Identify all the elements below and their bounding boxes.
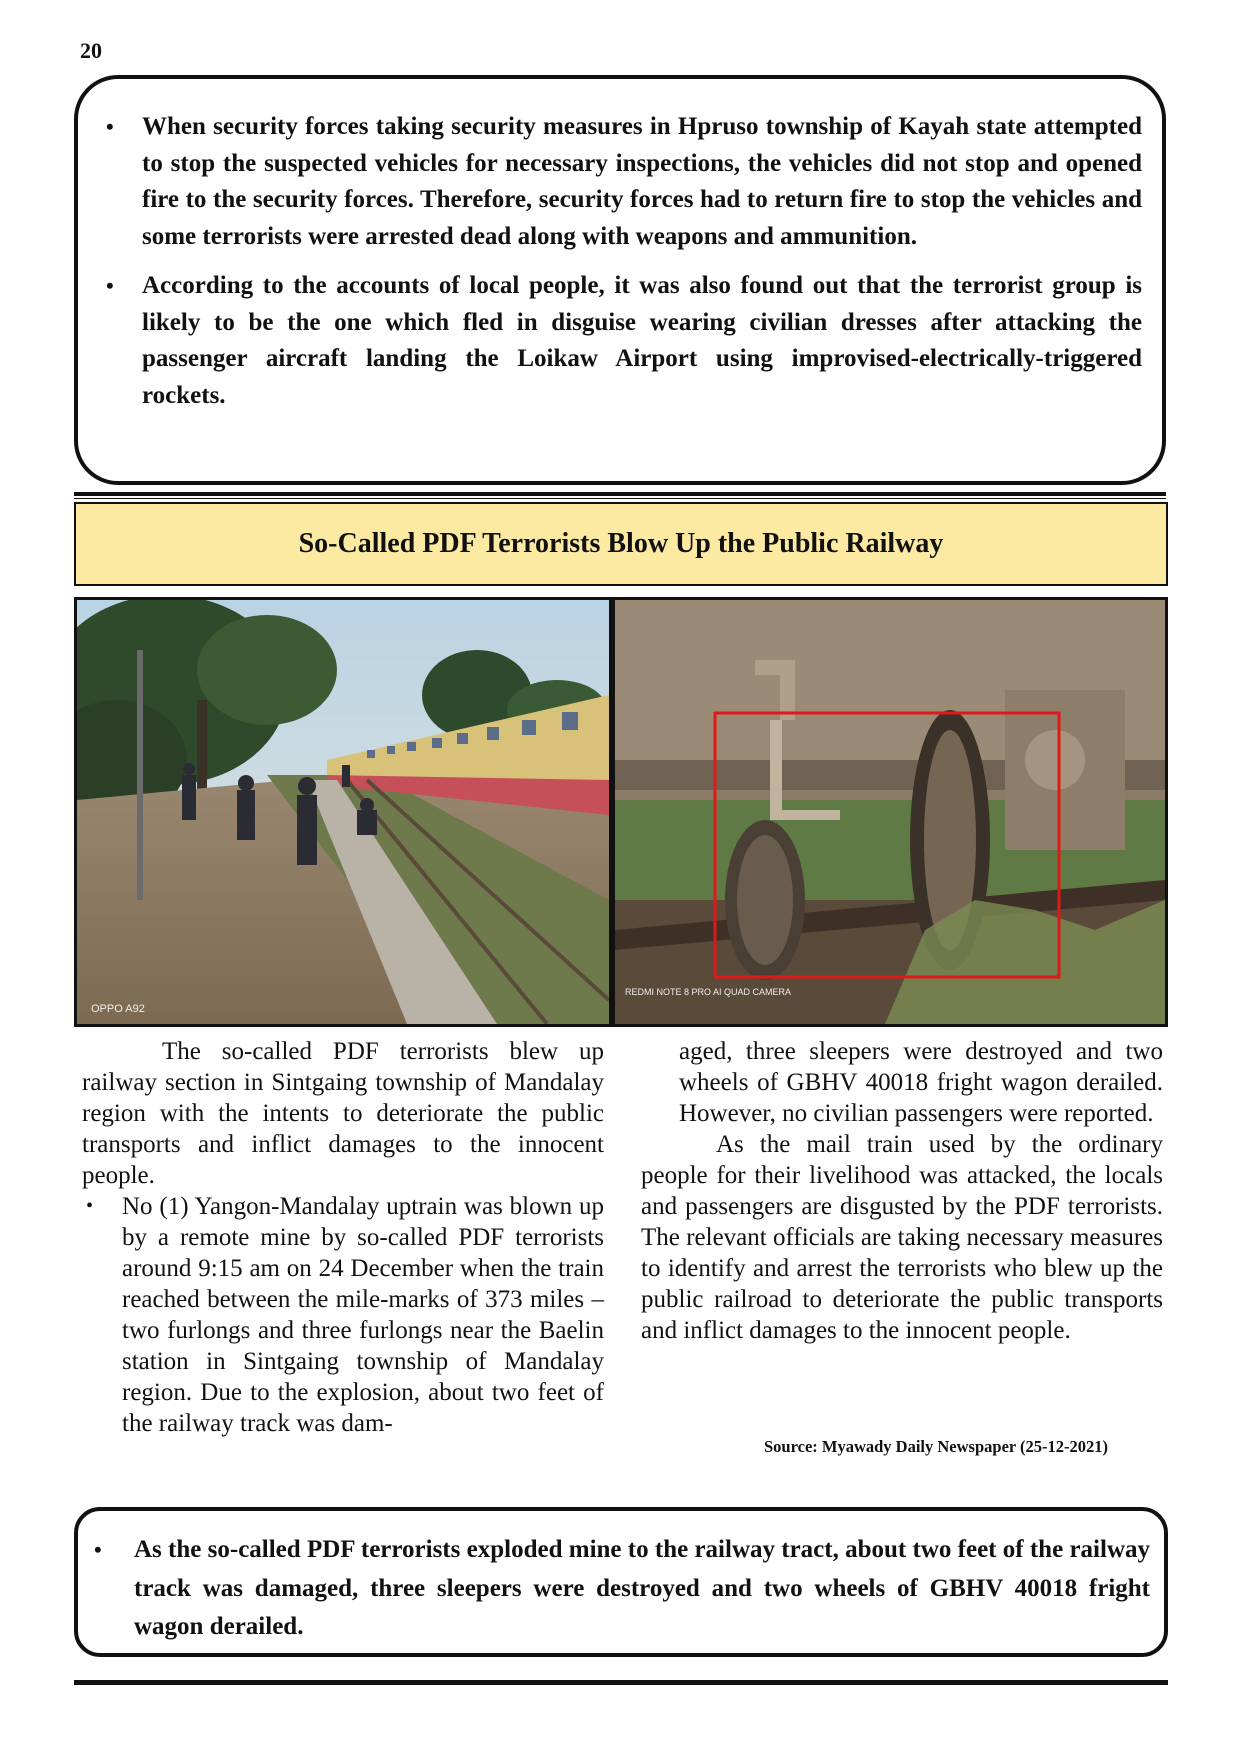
top-bullet-1: • When security forces taking security measures in Hpruso township of Kayah state attempted to stop the suspected vehicles for necessary inspections, the vehicles did not stop and opened fire to the security forces. Therefore, security forces had to return fire to stop the vehicles and some terrorists were arrested dead along with weapons and ammunition. (106, 109, 1142, 255)
photo-derailed-wheels (612, 597, 1168, 1027)
article-bullet-1: • No (1) Yangon-Mandalay uptrain was blown up by a remote mine by so-called PDF terrorists around 9:15 am on 24 December when the train reached between the mile-marks of 373 miles – two furlongs and three furlongs near the Baelin station in Sintgaing township of Mandalay region. Due to the explosion, about two feet of the railway track was dam- (82, 1191, 604, 1439)
bottom-summary-box (74, 1507, 1168, 1657)
bottom-bullet-list (94, 1531, 1150, 1647)
page-bottom-rule (74, 1680, 1168, 1685)
closing-paragraph: As the mail train used by the ordinary people for their livelihood was attacked, the locals and passengers are disgusted by the PDF terrorists. The relevant officials are taking necessary measures to identify and arrest the terrorists who blew up the public railroad to deteriorate the public transports and inflict damages to the innocent people. (641, 1131, 1163, 1344)
article-right-column (641, 1036, 1163, 1346)
derailed-wheels-image (615, 600, 1165, 1024)
source-credit: Source: Myawady Daily Newspaper (25-12-2021) (764, 1437, 1109, 1456)
page-number: 20 (80, 38, 102, 63)
bullet-continuation: aged, three sleepers were destroyed and two wheels of GBHV 40018 fright wagon derailed. However, no civilian passengers were reported. (679, 1038, 1163, 1127)
article-title: So-Called PDF Terrorists Blow Up the Public Railway (298, 528, 944, 559)
article-bullet-list (82, 1191, 604, 1439)
intro-paragraph: The so-called PDF terrorists blew up railway section in Sintgaing township of Mandalay region with the intents to deteriorate the public transports and inflict damages to the innocent people. (82, 1038, 604, 1189)
top-bullet-2: • According to the accounts of local people, it was also found out that the terrorist group is likely to be the one which fled in disguise wearing civilian dresses after attacking the passenger aircraft landing the Loikaw Airport using improvised-electrically-triggered rockets. (106, 268, 1142, 414)
photo-train-platform (74, 597, 612, 1027)
article-title-banner (74, 502, 1168, 586)
bottom-bullet-1: • As the so-called PDF terrorists exploded mine to the railway tract, about two feet of the railway track was damaged, three sleepers were destroyed and two wheels of GBHV 40018 fright wagon derailed. (94, 1531, 1150, 1647)
top-summary-box (74, 75, 1166, 485)
train-platform-image (77, 600, 609, 1024)
section-divider (74, 492, 1166, 499)
article-left-column (82, 1036, 604, 1439)
top-bullet-list (106, 109, 1142, 427)
left-photo-watermark: OPPO A92 (91, 1003, 145, 1015)
right-photo-watermark: REDMI NOTE 8 PRO AI QUAD CAMERA (625, 987, 792, 997)
